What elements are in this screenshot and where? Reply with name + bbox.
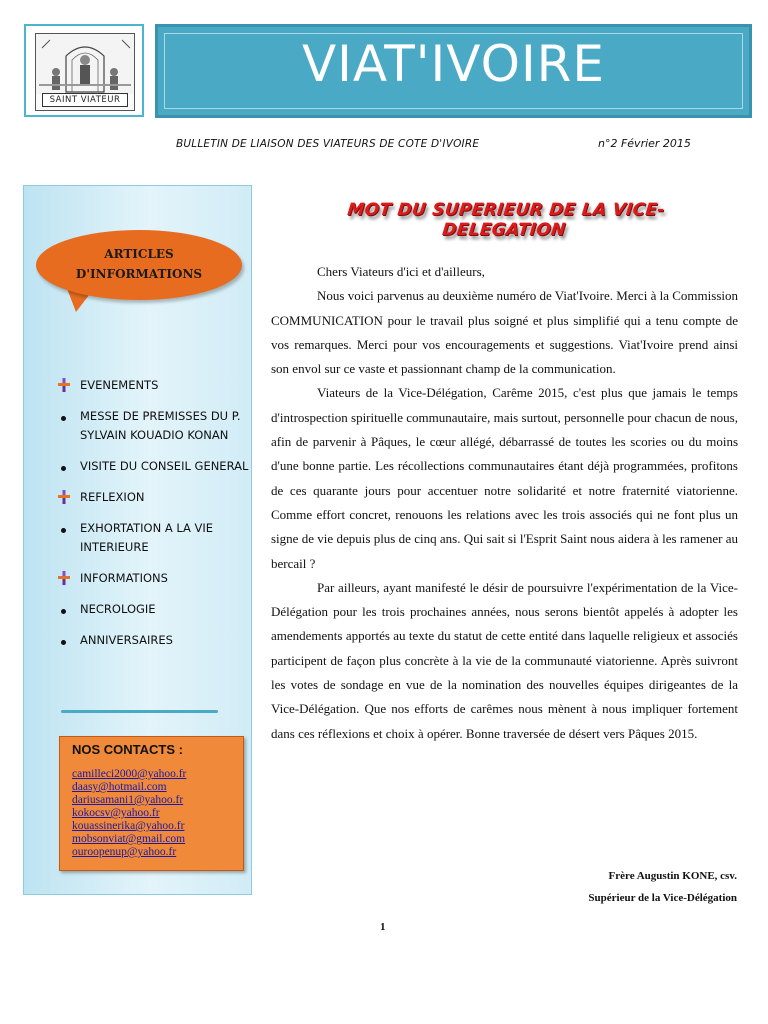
article-list-label: INFORMATIONS <box>80 571 168 585</box>
article-list-item <box>54 488 254 507</box>
contact-item <box>72 820 186 833</box>
contact-email-link[interactable]: camilleci2000@yahoo.fr <box>72 768 187 780</box>
cross-icon <box>57 377 71 393</box>
bulletin-subtitle: BULLETIN DE LIAISON DES VIATEURS DE COTE D'IVOIRE <box>176 138 480 150</box>
contact-item <box>72 768 186 781</box>
article-body <box>271 260 738 746</box>
signature-name: Frère Augustin KONE, csv. <box>608 870 737 882</box>
logo-image <box>35 33 135 111</box>
contact-item <box>72 833 186 846</box>
bullet-icon <box>57 601 71 617</box>
article-list-label: EXHORTATION A LA VIE INTERIEURE <box>80 521 214 554</box>
article-list-item <box>54 457 254 476</box>
article-list-label: ANNIVERSAIRES <box>80 633 173 647</box>
bullet-icon <box>57 408 71 424</box>
contact-email-link[interactable]: ouroopenup@yahoo.fr <box>72 846 177 858</box>
title-banner <box>155 24 752 118</box>
contact-email-link[interactable]: mobsonviat@gmail.com <box>72 833 186 845</box>
contact-email-link[interactable]: daasy@hotmail.com <box>72 781 167 793</box>
article-list-item <box>54 569 254 588</box>
article-heading-wrap <box>300 200 710 240</box>
article-paragraph: Par ailleurs, ayant manifesté le désir de poursuivre l'expérimentation de la Vice-Délégation pour les trois prochaines années, nous serons bientôt appelés à adopter les amendements apportés au texte du statut de cette entité dans laquelle religieux et associés participent de façon plus concrète à la vie de la communauté viatorienne. Après suivront les votes de sondage en vue de la nomination des nouvelles équipes dirigeantes de la Vice-Délégation. Que nos efforts de carêmes nous mènent à nous impliquer fortement dans ces réflexions et choix à opérer. Bonne traversée de désert vers Pâques 2015. <box>271 579 738 741</box>
contact-item <box>72 807 186 820</box>
cross-icon <box>57 570 71 586</box>
article-list-label: EVENEMENTS <box>80 378 159 392</box>
article-paragraph: Viateurs de la Vice-Délégation, Carême 2015, c'est plus que jamais le temps d'introspection spirituelle communautaire, mais surtout, personnelle pour chacun de nous, afin de parvenir à Pâques, le cœur allégé, débarrassé de toutes les scories ou du moins d'une bonne partie. Les récollections communautaires étant déjà programmées, profitons de ces quarante jours pour accentuer notre solidarité et notre fraternité viatorienne. Comme effort concret, renouons les relations avec les trois associés qui ne font plus un signe de vie depuis plus de cinq ans. Qui sait si l'Esprit Saint nous aidera à les ramener au bercail ? <box>271 385 738 571</box>
page-number: 1 <box>380 921 386 933</box>
bubble-title-line1: ARTICLES <box>104 247 174 261</box>
articles-speech-bubble <box>36 230 242 300</box>
bullet-icon <box>57 632 71 648</box>
logo-caption: SAINT VIATEUR <box>42 93 128 107</box>
saint-viateur-illustration-icon <box>36 34 134 94</box>
article-list-label: MESSE DE PREMISSES DU P. SYLVAIN KOUADIO KONAN <box>80 409 241 442</box>
article-list-label: VISITE DU CONSEIL GENERAL <box>80 459 249 473</box>
contacts-list <box>72 768 186 859</box>
sidebar-divider <box>61 710 218 713</box>
article-paragraph: Nous voici parvenus au deuxième numéro de Viat'Ivoire. Merci à la Commission COMMUNICATION pour le travail plus soigné et plus simplifié qui a tenu compte de vos remarques. Merci pour vos encouragements et suggestions. Viat'Ivoire prend ainsi son envol sur ce vaste et passionnant champ de la communication. <box>271 288 738 377</box>
article-list-item <box>54 407 254 445</box>
cross-icon <box>57 489 71 505</box>
article-heading: MOT DU SUPERIEUR DE LA VICE-DELEGATION <box>346 200 666 240</box>
bubble-title-line2: D'INFORMATIONS <box>75 267 203 281</box>
contact-item <box>72 846 186 859</box>
article-paragraph: Chers Viateurs d'ici et d'ailleurs, <box>317 264 485 279</box>
contact-email-link[interactable]: kokocsv@yahoo.fr <box>72 807 160 819</box>
contact-email-link[interactable]: dariusamani1@yahoo.fr <box>72 794 184 806</box>
bulletin-title: VIAT'IVOIRE <box>301 35 606 93</box>
articles-list <box>54 376 254 662</box>
logo <box>24 24 144 117</box>
article-list-label: NECROLOGIE <box>80 602 156 616</box>
bullet-icon <box>57 458 71 474</box>
contact-item <box>72 781 186 794</box>
issue-number: n°2 Février 2015 <box>598 137 691 150</box>
article-list-item <box>54 600 254 619</box>
sidebar <box>23 185 252 895</box>
article-list-item <box>54 519 254 557</box>
article-list-item <box>54 376 254 395</box>
bullet-icon <box>57 520 71 536</box>
signature-title: Supérieur de la Vice-Délégation <box>588 892 737 904</box>
contact-item <box>72 794 186 807</box>
article-list-label: REFLEXION <box>80 490 145 504</box>
contacts-box <box>59 736 244 871</box>
article-list-item <box>54 631 254 650</box>
contacts-title: NOS CONTACTS : <box>72 742 183 757</box>
contact-email-link[interactable]: kouassinerika@yahoo.fr <box>72 820 185 832</box>
